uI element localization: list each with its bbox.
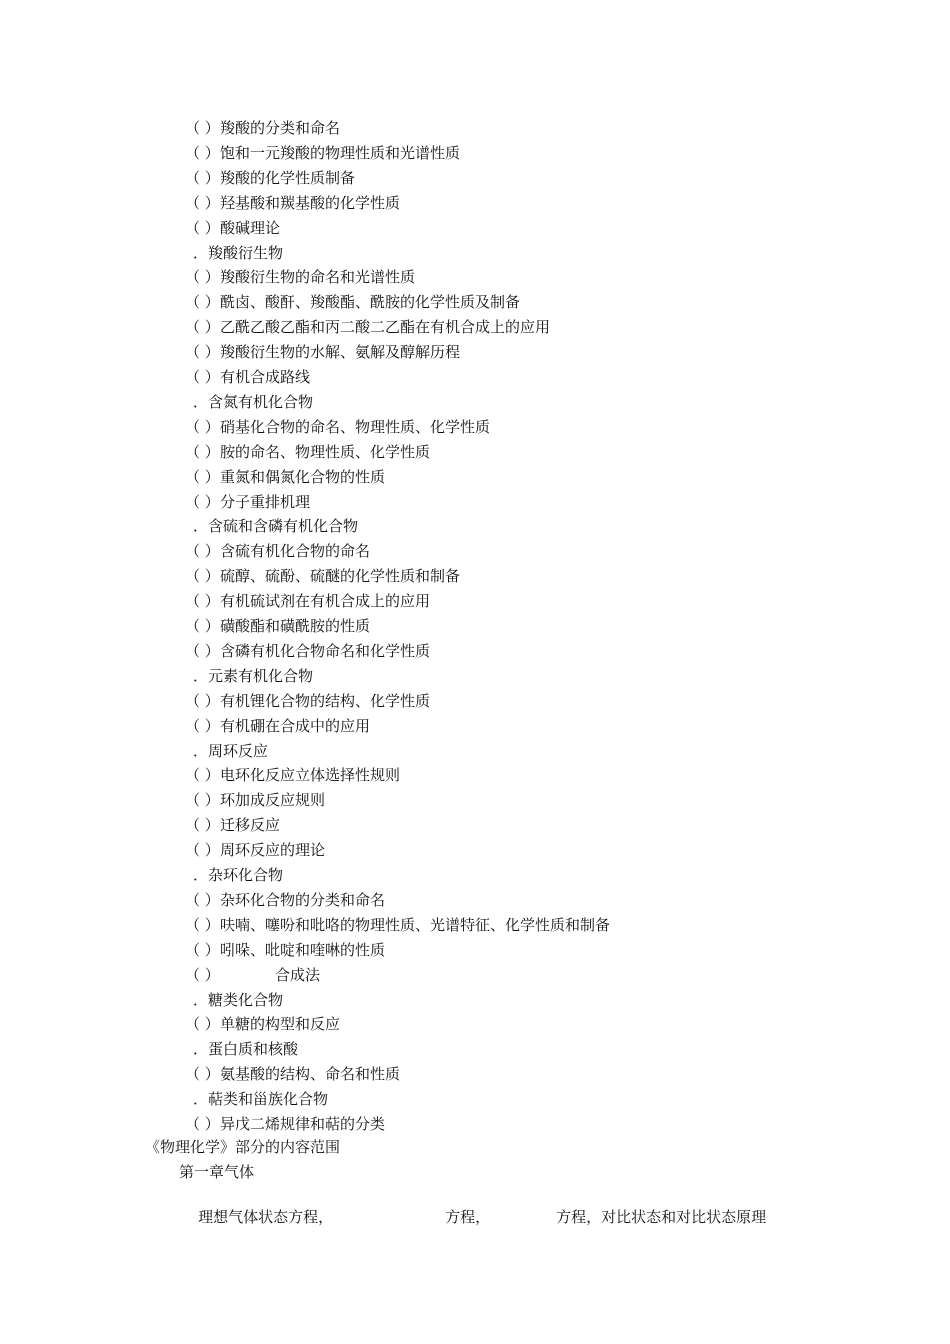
list-item: [185, 467, 385, 487]
list-item: [185, 292, 520, 312]
list-item: [185, 566, 460, 586]
section-title: 《物理化学》部分的内容范围: [145, 1138, 341, 1156]
item-text: 电环化反应立体选择性规则: [220, 766, 401, 784]
item-text: 胺的命名、物理性质、化学性质: [220, 443, 431, 461]
item-marker: （ ）: [185, 542, 220, 560]
chapter-title: 第一章气体: [179, 1163, 255, 1181]
item-text: 羧酸的分类和命名: [220, 119, 341, 137]
list-item: [185, 691, 430, 711]
list-item: [185, 641, 430, 661]
item-marker: （ ）: [185, 891, 220, 909]
section-heading: ．含硫和含磷有机化合物: [193, 517, 359, 535]
item-text: 有机锂化合物的结构、化学性质: [220, 692, 431, 710]
item-text: 氨基酸的结构、命名和性质: [220, 1065, 401, 1083]
item-text: 有机合成路线: [220, 368, 311, 386]
item-marker: （ ）: [185, 841, 220, 859]
list-item: [185, 417, 490, 437]
list-item: [185, 143, 460, 163]
item-marker: （ ）: [185, 343, 220, 361]
item-text: 饱和一元羧酸的物理性质和光谱性质: [220, 144, 461, 162]
list-item: [185, 267, 415, 287]
item-text: 含磷有机化合物命名和化学性质: [220, 642, 431, 660]
item-marker: （ ）: [185, 1065, 220, 1083]
item-marker: （ ）: [185, 268, 220, 286]
item-marker: （ ）: [185, 144, 220, 162]
list-item: [185, 442, 430, 462]
item-marker: （ ）: [185, 766, 220, 784]
item-text: 羧酸衍生物的命名和光谱性质: [220, 268, 416, 286]
list-item: [185, 940, 385, 960]
list-item: [185, 193, 400, 213]
item-text: 硝基化合物的命名、物理性质、化学性质: [220, 418, 491, 436]
item-marker: （ ）: [185, 169, 220, 187]
item-text: 呋喃、噻吩和吡咯的物理性质、光谱特征、化学性质和制备: [220, 916, 611, 934]
list-item: [185, 168, 355, 188]
section-heading: ．蛋白质和核酸: [193, 1040, 299, 1058]
item-marker: （ ）: [185, 318, 220, 336]
item-marker: （ ）: [185, 717, 220, 735]
item-text: 周环反应的理论: [220, 841, 326, 859]
item-text: 羟基酸和羰基酸的化学性质: [220, 194, 401, 212]
item-text: 异戊二烯规律和萜的分类: [220, 1115, 386, 1133]
section-heading: ．萜类和甾族化合物: [193, 1090, 329, 1108]
list-item: [185, 1064, 400, 1084]
item-marker: （ ）: [185, 642, 220, 660]
item-text: 环加成反应规则: [220, 791, 326, 809]
item-marker: （ ）: [185, 592, 220, 610]
item-text: 羧酸衍生物的水解、氨解及醇解历程: [220, 343, 461, 361]
list-item: [185, 118, 340, 138]
chapter-content-part-1: 理想气体状态方程，: [198, 1208, 334, 1226]
item-marker: （ ）: [185, 1115, 220, 1133]
item-marker: （ ）: [185, 916, 220, 934]
item-marker: （ ）: [185, 368, 220, 386]
list-item: [185, 890, 385, 910]
item-marker: （ ）: [185, 418, 220, 436]
list-item: [185, 716, 370, 736]
list-item: [185, 492, 310, 512]
list-item: [185, 317, 550, 337]
item-marker: （ ）: [185, 194, 220, 212]
chapter-content-part-3: 方程，对比状态和对比状态原理: [556, 1208, 767, 1226]
item-marker: （ ）: [185, 1015, 220, 1033]
list-item: [185, 342, 460, 362]
item-text: 磺酸酯和磺酰胺的性质: [220, 617, 371, 635]
item-marker: （ ）: [185, 219, 220, 237]
list-item: [185, 616, 370, 636]
item-text: 分子重排机理: [220, 493, 311, 511]
section-heading: ．含氮有机化合物: [193, 393, 314, 411]
item-marker: （ ）: [185, 692, 220, 710]
item-marker: （ ）: [185, 293, 220, 311]
list-item: [185, 815, 280, 835]
item-text: 合成法: [275, 966, 321, 984]
item-text: 有机硫试剂在有机合成上的应用: [220, 592, 431, 610]
item-text: 吲哚、吡啶和喹啉的性质: [220, 941, 386, 959]
item-text: 杂环化合物的分类和命名: [220, 891, 386, 909]
list-item: [185, 1114, 385, 1134]
list-item: [185, 915, 610, 935]
item-marker: （ ）: [185, 816, 220, 834]
item-text: 羧酸的化学性质制备: [220, 169, 356, 187]
item-marker: （ ）: [185, 119, 220, 137]
item-text: 重氮和偶氮化合物的性质: [220, 468, 386, 486]
item-text: 酰卤、酸酐、羧酸酯、酰胺的化学性质及制备: [220, 293, 521, 311]
item-marker: （ ）: [185, 941, 220, 959]
list-item: [185, 1014, 340, 1034]
item-marker: （ ）: [185, 493, 220, 511]
list-item: [185, 765, 400, 785]
chapter-content-part-2: 方程，: [445, 1208, 491, 1226]
item-marker: （ ）: [185, 617, 220, 635]
section-heading: ．糖类化合物: [193, 991, 284, 1009]
item-text: 硫醇、硫酚、硫醚的化学性质和制备: [220, 567, 461, 585]
section-heading: ．杂环化合物: [193, 866, 284, 884]
item-marker: （ ）: [185, 443, 220, 461]
section-heading: ．周环反应: [193, 742, 269, 760]
item-marker: （ ）: [185, 468, 220, 486]
list-item: [185, 790, 325, 810]
chapter-content-line: [179, 1187, 766, 1247]
item-marker: （ ）: [185, 567, 220, 585]
item-marker: （ ）: [185, 791, 220, 809]
item-text: 有机硼在合成中的应用: [220, 717, 371, 735]
item-text: 含硫有机化合物的命名: [220, 542, 371, 560]
section-heading: ．元素有机化合物: [193, 667, 314, 685]
list-item: [185, 965, 320, 985]
item-text: 迁移反应: [220, 816, 281, 834]
item-text: 酸碱理论: [220, 219, 281, 237]
list-item: [185, 541, 370, 561]
section-heading: ．羧酸衍生物: [193, 244, 284, 262]
list-item: [185, 367, 310, 387]
list-item: [185, 218, 280, 238]
item-text: 单糖的构型和反应: [220, 1015, 341, 1033]
item-text: 乙酰乙酸乙酯和丙二酸二乙酯在有机合成上的应用: [220, 318, 551, 336]
list-item: [185, 591, 430, 611]
list-item: [185, 840, 325, 860]
item-marker: （ ）: [185, 966, 220, 984]
